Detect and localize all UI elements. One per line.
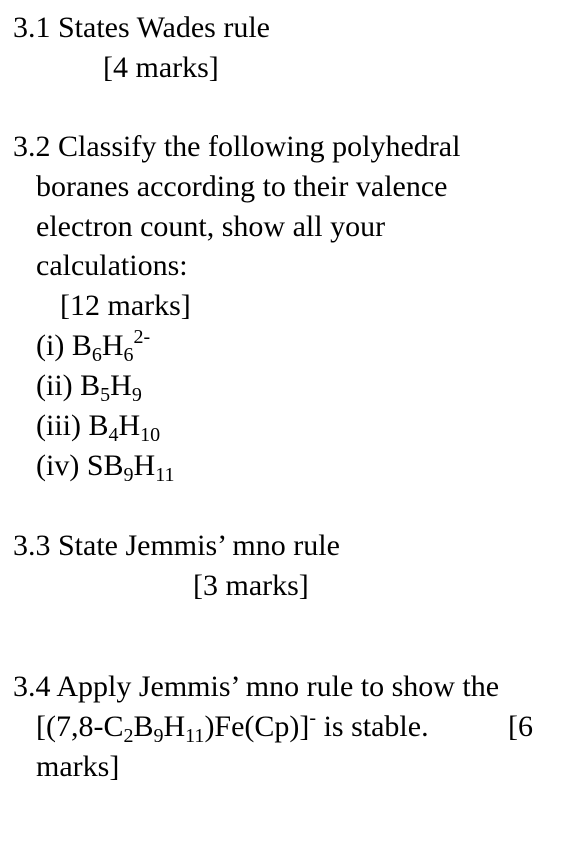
formula-part: [(7,8-C — [36, 710, 124, 743]
subscript: 6 — [123, 344, 134, 366]
q32-line1: 3.2 Classify the following polyhedral — [13, 130, 461, 163]
q32-item-iv — [36, 449, 175, 486]
subscript: 9 — [153, 725, 164, 747]
q34-line3: marks] — [36, 750, 120, 783]
q31-marks: [4 marks] — [103, 51, 219, 84]
formula-part: H — [163, 710, 186, 743]
item-label: (i) B — [36, 329, 92, 362]
q34-formula-line — [36, 707, 429, 747]
q34-marks-part: [6 — [508, 710, 533, 743]
item-element: H — [118, 409, 141, 442]
q32-item-i — [36, 326, 151, 366]
item-label: (iv) SB — [36, 449, 124, 482]
q32-item-ii — [36, 369, 142, 406]
item-label: (ii) B — [36, 369, 101, 402]
item-label: (iii) B — [36, 409, 109, 442]
q32-item-iii — [36, 409, 161, 446]
formula-part: B — [133, 710, 154, 743]
subscript: 11 — [185, 725, 205, 747]
charge-superscript: - — [309, 707, 317, 729]
formula-tail: is stable. — [316, 710, 429, 743]
q32-line4: calculations: — [36, 249, 188, 282]
q33-marks: [3 marks] — [193, 569, 309, 602]
subscript: 6 — [91, 344, 102, 366]
subscript: 2 — [123, 725, 134, 747]
charge-superscript: 2- — [133, 326, 151, 348]
q34-line1: 3.4 Apply Jemmis’ mno rule to show the — [13, 670, 500, 703]
q31-title: 3.1 States Wades rule — [13, 11, 270, 44]
q32-line3: electron count, show all your — [36, 210, 386, 243]
q32-marks: [12 marks] — [60, 289, 191, 322]
q32-line2: boranes according to their valence — [36, 170, 448, 203]
subscript: 10 — [140, 424, 161, 446]
subscript: 9 — [123, 464, 134, 486]
subscript: 9 — [131, 384, 142, 406]
subscript: 4 — [108, 424, 119, 446]
subscript: 11 — [155, 464, 175, 486]
item-element: H — [101, 329, 124, 362]
subscript: 5 — [100, 384, 111, 406]
formula-part: )Fe(Cp)] — [204, 710, 310, 743]
item-element: H — [110, 369, 132, 402]
item-element: H — [133, 449, 156, 482]
q33-title: 3.3 State Jemmis’ mno rule — [13, 529, 340, 562]
